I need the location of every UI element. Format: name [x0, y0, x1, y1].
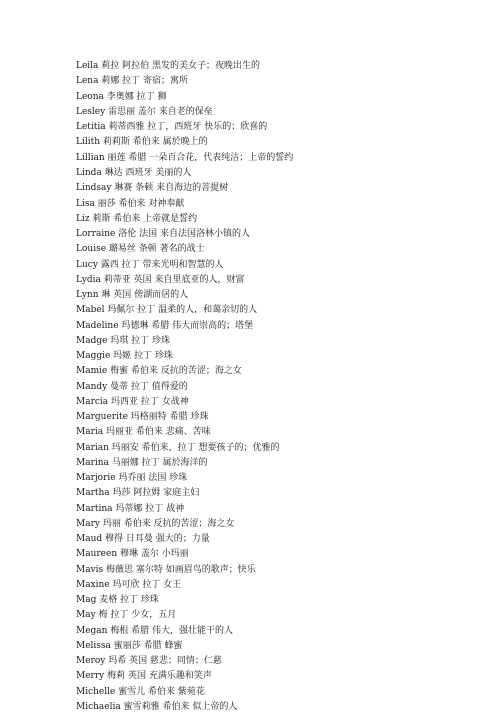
name-entry-marcia: Marcia 玛西亚 拉丁 女战神: [76, 396, 189, 407]
name-entry-madge: Madge 玛琪 拉丁 珍珠: [76, 335, 171, 346]
name-entry-michelle: Michelle 蜜雪儿 希伯来 紫菀花: [76, 686, 205, 697]
name-entry-melissa: Melissa 蜜丽莎 希腊 蜂蜜: [76, 640, 183, 651]
name-entry-linda: Linda 琳达 西班牙 美丽的人: [76, 168, 192, 178]
name-entry-martina: Martina 玛蒂娜 拉丁 战神: [76, 503, 185, 514]
name-entry-mag: Mag 麦格 拉丁 珍珠: [76, 595, 159, 605]
name-entry-marjorie: Marjorie 玛乔丽 法国 珍珠: [76, 473, 188, 483]
name-entry-lillian: Lillian 丽莲 希腊 一朵百合花，代表纯洁；上帝的誓约: [76, 152, 294, 163]
name-entry-maureen: Maureen 穆琳 盖尔 小玛丽: [76, 549, 189, 560]
name-entry-maria: Maria 玛丽亚 希伯来 悲痛、苦味: [76, 427, 211, 438]
name-entry-mavis: Mavis 梅薇思 塞尔特 如画眉鸟的歌声；快乐: [76, 564, 256, 575]
name-entry-lena: Lena 莉娜 拉丁 寄宿；寓所: [76, 76, 189, 87]
name-entry-lynn: Lynn 琳 英国 傍湖而居的人: [76, 290, 189, 300]
name-entry-megan: Megan 梅根 希腊 伟大，强壮能干的人: [76, 625, 234, 636]
name-list-group-a: [76, 59, 476, 166]
name-entry-marian: Marian 玛丽安 希伯来，拉丁 想要孩子的；优雅的: [76, 442, 280, 453]
name-entry-maud: Maud 穆得 日耳曼 强大的；力量: [76, 534, 210, 544]
name-entry-maxine: Maxine 玛可欣 拉丁 女王: [76, 579, 182, 590]
name-entry-merry: Merry 梅莉 英国 充满乐趣和笑声: [76, 671, 212, 682]
name-entry-lorraine: Lorraine 洛伦 法国 来自法国洛林小镇的人: [76, 229, 250, 239]
name-entry-letitia: Letitia 莉蒂西雅 拉丁，西班牙 快乐的；欣喜的: [76, 122, 268, 132]
name-entry-marguerite: Marguerite 玛格丽特 希腊 珍珠: [76, 412, 209, 422]
name-entry-marina: Marina 马丽娜 拉丁 属於海洋的: [76, 457, 208, 468]
name-entry-mamie: Mamie 梅蜜 希伯来 反抗的苦涩；海之女: [76, 366, 242, 377]
name-entry-lindsay: Lindsay 琳赛 条顿 来自海边的菩提树: [76, 183, 229, 194]
name-entry-michaelia: Michaelia 蜜雪莉雅 希伯来 似上帝的人: [76, 701, 238, 712]
name-entry-maggie: Maggie 玛姬 拉丁 珍珠: [76, 351, 173, 361]
name-entry-meroy: Meroy 玛希 英国 慈悲；同情；仁慈: [76, 656, 222, 666]
name-entry-liz: Liz 莉斯 希伯来 上帝就是誓约: [76, 213, 198, 224]
name-entry-louise: Louise 璐易丝 条顿 著名的战士: [76, 244, 205, 255]
name-entry-martha: Martha 玛莎 阿拉姆 家庭主妇: [76, 488, 200, 499]
name-entry-lilith: Lilith 莉莉斯 希伯来 属於晚上的: [76, 137, 208, 148]
name-entry-lucy: Lucy 露西 拉丁 带来光明和智慧的人: [76, 259, 224, 270]
name-entry-mary: Mary 玛丽 希伯来 反抗的苦涩；海之女: [76, 518, 235, 529]
name-entry-lydia: Lydia 莉蒂亚 英国 来自里底亚的人，财富: [76, 274, 245, 285]
name-entry-lisa: Lisa 丽莎 希伯来 对神奉献: [76, 198, 185, 209]
name-entry-leona: Leona 李奥娜 拉丁 狮: [76, 91, 167, 102]
name-entry-lesley: Lesley 雷思丽 盖尔 来自老的保垒: [76, 106, 213, 117]
name-entry-may: May 梅 拉丁 少女，五月: [76, 610, 177, 621]
name-entry-mabel: Mabel 玛佩尔 拉丁 温柔的人，和蔼亲切的人: [76, 305, 258, 316]
name-list-group-b: [76, 166, 476, 715]
name-entry-mandy: Mandy 曼蒂 拉丁 值得爱的: [76, 381, 188, 392]
name-entry-madeline: Madeline 玛德琳 希腊 伟大而崇高的；塔堡: [76, 320, 254, 331]
name-entry-leila: Leila 莉拉 阿拉伯 黑发的美女子；夜晚出生的: [76, 61, 261, 71]
